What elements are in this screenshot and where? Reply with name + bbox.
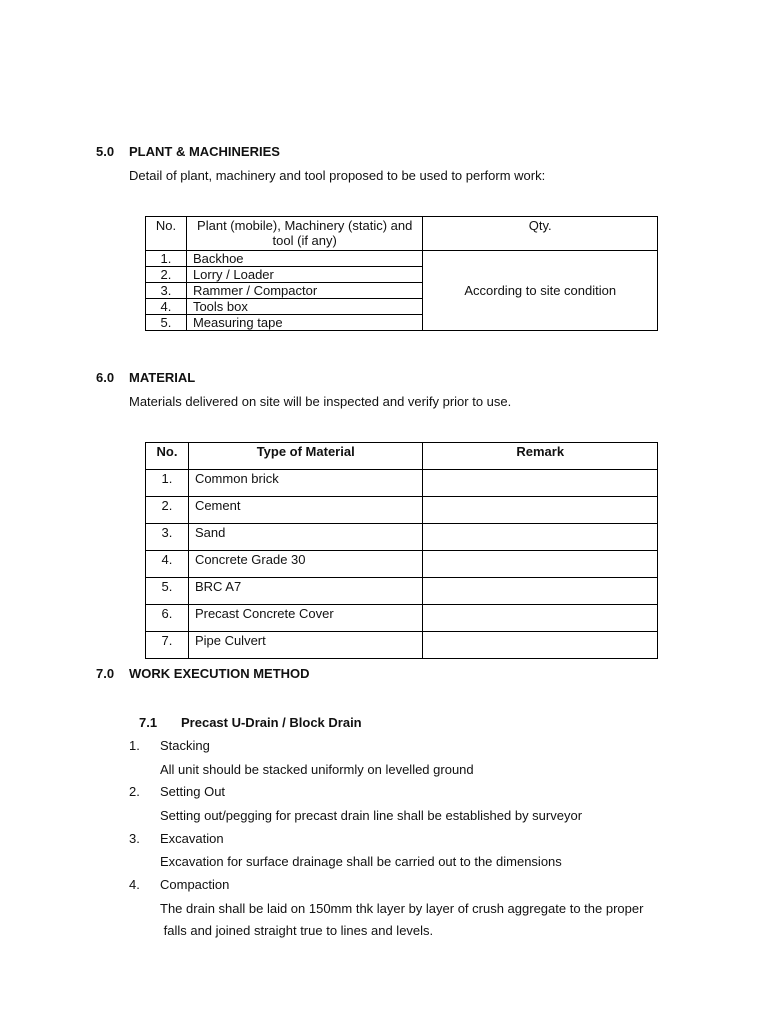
material-table — [145, 442, 658, 659]
table-row — [146, 470, 658, 497]
step-title: Excavation — [160, 831, 224, 846]
row-item: Backhoe — [186, 251, 423, 267]
header-no: No. — [146, 217, 187, 251]
header-qty: Qty. — [423, 217, 658, 251]
section-plant-title: PLANT & MACHINERIES — [129, 144, 280, 159]
row-remark — [423, 497, 658, 524]
row-item: BRC A7 — [188, 578, 423, 605]
row-item: Cement — [188, 497, 423, 524]
table-row — [146, 251, 658, 267]
row-no: 5. — [146, 578, 189, 605]
subsection-title: Precast U-Drain / Block Drain — [181, 715, 362, 730]
row-item: Pipe Culvert — [188, 632, 423, 659]
step-number: 1. — [129, 738, 140, 753]
table-header-row — [146, 217, 658, 251]
row-item: Common brick — [188, 470, 423, 497]
row-remark — [423, 551, 658, 578]
section-material-title: MATERIAL — [129, 370, 196, 385]
row-remark — [423, 578, 658, 605]
subsection-number: 7.1 — [139, 715, 158, 730]
step-description: The drain shall be laid on 150mm thk layer by layer of crush aggregate to the proper — [160, 901, 644, 916]
row-no: 1. — [146, 251, 187, 267]
table-row — [146, 524, 658, 551]
row-no: 4. — [146, 299, 187, 315]
step-description: Excavation for surface drainage shall be carried out to the dimensions — [160, 854, 562, 869]
row-no: 3. — [146, 524, 189, 551]
step-title: Setting Out — [160, 784, 226, 799]
section-execution-number: 7.0 — [96, 666, 115, 681]
row-item: Lorry / Loader — [186, 267, 423, 283]
table-row — [146, 578, 658, 605]
table-row — [146, 632, 658, 659]
row-remark — [423, 470, 658, 497]
section-execution-title: WORK EXECUTION METHOD — [129, 666, 310, 681]
row-item: Measuring tape — [186, 315, 423, 331]
step-number: 3. — [129, 831, 140, 846]
section-material-number: 6.0 — [96, 370, 115, 385]
step-title: Stacking — [160, 738, 210, 753]
table-row — [146, 551, 658, 578]
row-no: 6. — [146, 605, 189, 632]
header-remark: Remark — [423, 443, 658, 470]
header-plant — [186, 217, 423, 251]
row-item: Precast Concrete Cover — [188, 605, 423, 632]
row-remark — [423, 605, 658, 632]
table-row — [146, 497, 658, 524]
row-no: 2. — [146, 267, 187, 283]
table-header-row — [146, 443, 658, 470]
row-no: 4. — [146, 551, 189, 578]
row-item: Rammer / Compactor — [186, 283, 423, 299]
step-number: 4. — [129, 877, 140, 892]
section-plant-number: 5.0 — [96, 144, 115, 159]
step-description: All unit should be stacked uniformly on levelled ground — [160, 762, 474, 777]
row-item: Tools box — [186, 299, 423, 315]
section-material-intro: Materials delivered on site will be inspected and verify prior to use. — [129, 394, 512, 409]
row-no: 5. — [146, 315, 187, 331]
qty-note: According to site condition — [423, 251, 658, 331]
row-no: 2. — [146, 497, 189, 524]
row-remark — [423, 524, 658, 551]
table-row — [146, 605, 658, 632]
header-material: Type of Material — [188, 443, 423, 470]
header-plant-line2: tool (if any) — [272, 233, 337, 248]
section-plant-intro: Detail of plant, machinery and tool proposed to be used to perform work: — [129, 168, 546, 183]
step-description-continued: falls and joined straight true to lines and levels. — [160, 923, 434, 938]
row-remark — [423, 632, 658, 659]
step-number: 2. — [129, 784, 140, 799]
header-no: No. — [146, 443, 189, 470]
row-item: Sand — [188, 524, 423, 551]
row-no: 1. — [146, 470, 189, 497]
row-no: 7. — [146, 632, 189, 659]
plant-table — [145, 216, 658, 331]
header-plant-line1: Plant (mobile), Machinery (static) and — [197, 218, 413, 233]
step-description: Setting out/pegging for precast drain line shall be established by surveyor — [160, 808, 583, 823]
row-no: 3. — [146, 283, 187, 299]
row-item: Concrete Grade 30 — [188, 551, 423, 578]
step-title: Compaction — [160, 877, 230, 892]
